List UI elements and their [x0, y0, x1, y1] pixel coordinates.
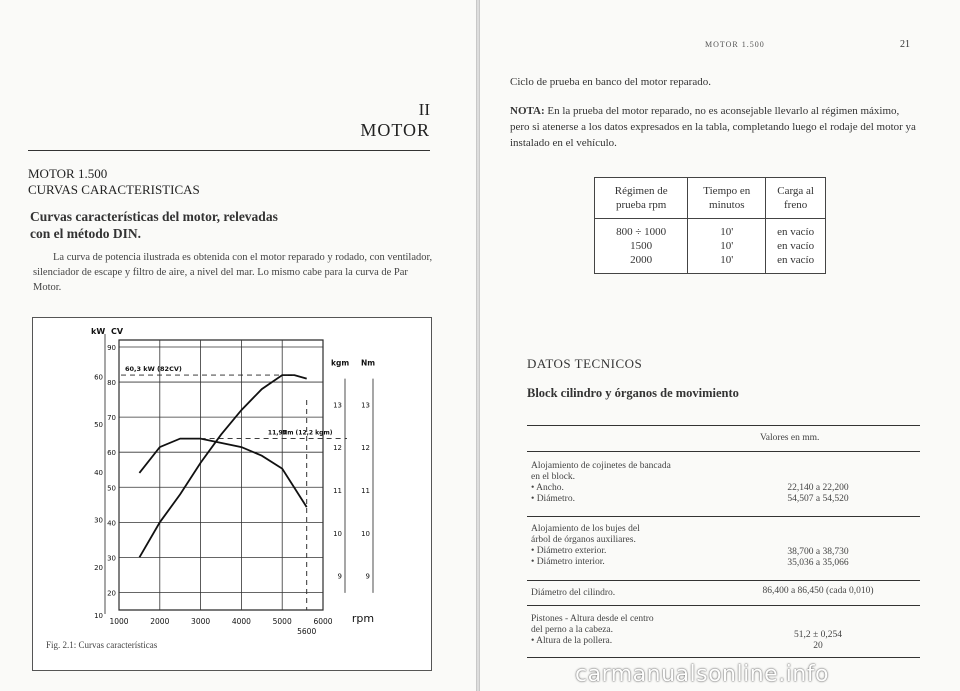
kgm-tick-label: 13 [333, 401, 342, 410]
kw-tick-label: 40 [94, 468, 103, 477]
datos-group-values [738, 547, 898, 569]
nm-tick-label: 10 [361, 529, 370, 538]
nm-tick-label: 13 [361, 401, 370, 410]
table-cell-value: en vacío [777, 240, 815, 252]
chapter-number: II [418, 100, 430, 119]
x-tick-label: 5000 [272, 617, 292, 626]
table-cell-rpm [595, 219, 688, 274]
kw-tick-label: 30 [94, 516, 103, 525]
datos-group-values [738, 586, 898, 597]
kgm-tick-label: 9 [337, 572, 342, 581]
nm-tick-label: 11 [361, 487, 370, 495]
datos-label-line: en el block. [531, 472, 576, 482]
plot-frame [119, 340, 323, 610]
kw-tick-label: 60 [94, 373, 103, 382]
datos-value: 86,400 a 86,450 (cada 0,010) [762, 586, 874, 596]
cv-tick-label: 20 [107, 589, 116, 598]
running-header: MOTOR 1.500 [705, 40, 765, 49]
table-header-cell: Régimen de prueba rpm [595, 178, 688, 219]
table-header-cell: Tiempo en minutos [688, 178, 766, 219]
subsection-heading [30, 208, 410, 242]
section-heading-line2: CURVAS CARACTERISTICAS [28, 182, 200, 197]
kw-axis-label: kW [91, 327, 106, 336]
x-tick-label-extra: 5600 [297, 627, 317, 636]
values-header: Valores en mm. [760, 433, 820, 443]
table-cell-value: 10' [720, 226, 734, 238]
table-body-row [595, 219, 826, 274]
cv-tick-label: 80 [107, 379, 116, 388]
datos-value: 38,700 a 38,730 [787, 547, 849, 557]
x-axis-label: rpm [351, 612, 375, 625]
torque-curve [139, 439, 306, 508]
datos-label-line: Alojamiento de los bujes del [531, 524, 640, 534]
datos-group-values [738, 483, 898, 505]
datos-label-line: • Diámetro interior. [531, 557, 605, 567]
datos-group-values [738, 630, 898, 652]
note-label: NOTA: [510, 105, 545, 117]
nm-tick-label: 12 [361, 444, 370, 453]
datos-value: 20 [813, 641, 823, 651]
x-tick-label: 6000 [313, 617, 333, 626]
characteristic-curves-figure [32, 317, 432, 671]
subsection-heading-line1: Curvas características del motor, relevadas [30, 209, 278, 224]
datos-rule [527, 516, 920, 517]
x-tick-label: 1000 [109, 617, 129, 626]
left-page [0, 0, 476, 691]
table-cell-value: 2000 [630, 254, 653, 266]
kw-tick-label: 10 [94, 611, 103, 620]
datos-group-label [531, 461, 761, 505]
datos-label-line: • Altura de la pollera. [531, 636, 613, 646]
cv-axis-label: CV [111, 327, 124, 336]
kgm-tick-label: 10 [333, 529, 342, 538]
table-cell-value: 10' [720, 240, 734, 252]
cv-tick-label: 70 [107, 414, 116, 423]
test-cycle-line: Ciclo de prueba en banco del motor reparado. [510, 76, 711, 88]
kw-tick-label: 20 [94, 564, 103, 573]
chapter-rule [28, 150, 430, 151]
chapter-title: MOTOR [360, 120, 430, 140]
table-header-row [595, 178, 826, 219]
datos-value: 35,036 a 35,066 [787, 558, 849, 568]
datos-label-line: • Diámetro exterior. [531, 546, 607, 556]
cv-tick-label: 60 [107, 449, 116, 458]
subsection-heading-line2: con el método DIN. [30, 226, 141, 241]
section-heading-line1: MOTOR 1.500 [28, 166, 108, 181]
cv-tick-label: 50 [107, 484, 116, 493]
datos-value: 22,140 a 22,200 [787, 483, 849, 493]
datos-value: 51,2 ± 0,254 [794, 630, 842, 640]
datos-rule [527, 580, 920, 581]
datos-label-line: • Ancho. [531, 483, 564, 493]
datos-label-line: Diámetro del cilindro. [531, 588, 616, 598]
table-cell-load [766, 219, 826, 274]
nm-axis-label: Nm [361, 358, 376, 368]
figure-caption: Fig. 2.1: Curvas características [46, 640, 158, 650]
characteristic-curves-chart [33, 318, 431, 670]
nm-tick-label: 9 [365, 572, 370, 581]
max-power-annotation: 60,3 kW (82CV) [125, 365, 182, 374]
kgm-tick-label: 11 [333, 487, 342, 495]
block-title: Block cilindro y órganos de movimiento [527, 386, 739, 400]
intro-paragraph: La curva de potencia ilustrada es obtenida con el motor reparado y rodado, con ventilador, silenciador de escape y filtro de aire, a nivel del mar. Lo mismo cabe para la curva de Par Motor. [33, 252, 433, 293]
datos-rule-top [527, 425, 920, 426]
note-paragraph [510, 103, 920, 151]
kgm-axis-label: kgm [331, 358, 350, 368]
datos-group-label [531, 524, 761, 568]
x-tick-label: 2000 [150, 617, 170, 626]
note-text: En la prueba del motor reparado, no es aconsejable llevarlo al régimen máximo, pero si atenerse a los datos expresados en la tabla, completando luego el rodaje del motor ya instalado en el vehículo. [510, 105, 916, 149]
table-cell-minutes [688, 219, 766, 274]
x-tick-label: 4000 [231, 617, 251, 626]
max-torque-annotation: Nm (12,2 kgm) [282, 429, 333, 437]
datos-value: 54,507 a 54,520 [787, 494, 849, 504]
table-cell-value: en vacío [777, 254, 815, 266]
datos-tecnicos-title: DATOS TECNICOS [527, 356, 643, 371]
table-cell-value: 10' [720, 254, 734, 266]
table-cell-value: en vacío [777, 226, 815, 238]
kw-tick-label: 50 [94, 421, 103, 430]
section-heading [28, 166, 200, 198]
table-cell-value: 1500 [630, 240, 653, 252]
power-curve [139, 375, 306, 557]
cv-tick-label: 30 [107, 554, 116, 563]
datos-label-line: árbol de órganos auxiliares. [531, 535, 636, 545]
cv-tick-label: 90 [107, 344, 116, 353]
table-header-cell: Carga al freno [766, 178, 826, 219]
datos-rule-bottom [527, 657, 920, 658]
max-torque-prefix: 11,97 [267, 429, 287, 437]
datos-label-line: Pistones - Altura desde el centro [531, 614, 654, 624]
test-cycle-table [594, 177, 826, 274]
datos-rule [527, 451, 920, 452]
datos-group-label [531, 588, 761, 599]
datos-group-label [531, 614, 761, 647]
kgm-tick-label: 12 [333, 444, 342, 453]
table-cell-value: 800 ÷ 1000 [616, 226, 667, 238]
cv-tick-label: 40 [107, 519, 116, 528]
watermark-text: carmanualsonline.info [575, 662, 829, 687]
datos-label-line: Alojamiento de cojinetes de bancada [531, 461, 671, 471]
page-number: 21 [900, 39, 910, 50]
datos-label-line: del perno a la cabeza. [531, 625, 614, 635]
datos-label-line: • Diámetro. [531, 494, 575, 504]
datos-rule [527, 605, 920, 606]
x-tick-label: 3000 [191, 617, 211, 626]
